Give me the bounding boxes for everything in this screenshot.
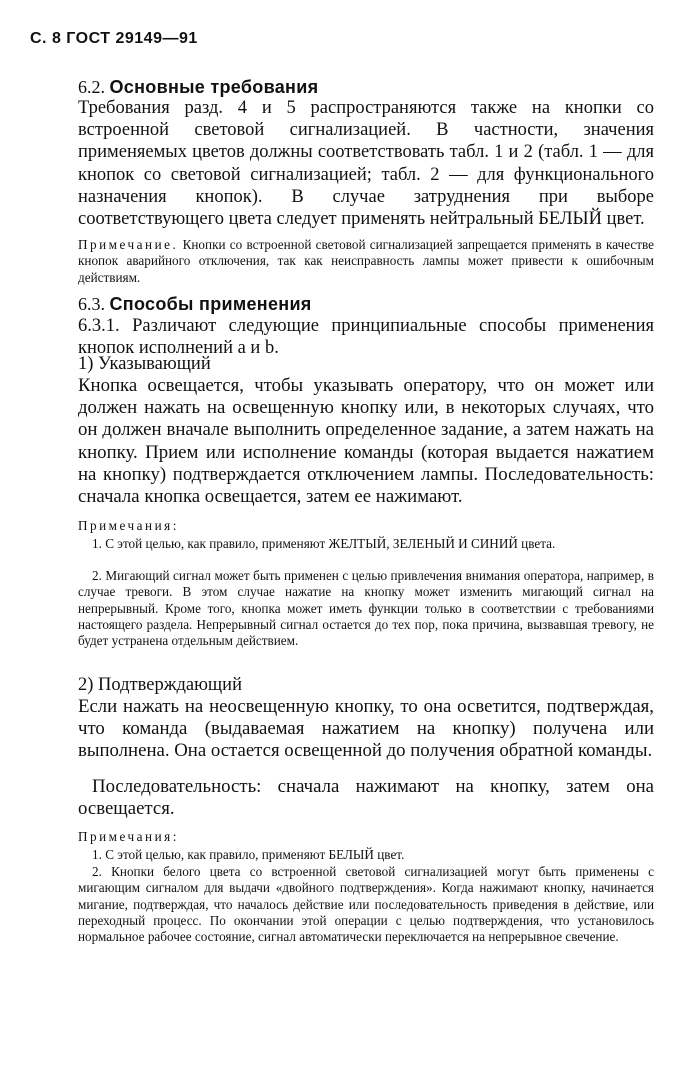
note-label: Примечание.	[78, 237, 179, 252]
item-2-text: Если нажать на неосвещенную кнопку, то она осветится, подтверждая, что команда (выдаваемая нажатием на кнопку) получена или выполнена. Она остается освещенной до получения обратной команды.	[78, 696, 654, 762]
item-2-title: 2) Подтверждающий	[78, 675, 242, 695]
section-6-2-note	[78, 237, 654, 286]
section-6-3-intro: 6.3.1. Различают следующие принципиальные способы применения кнопок исполнений a и b.	[78, 316, 654, 359]
section-6-2-heading	[78, 76, 654, 98]
section-title: Способы применения	[109, 294, 312, 314]
item-2-note-1: 1. С этой целью, как правило, применяют БЕЛЫЙ цвет.	[92, 847, 405, 862]
item-2-notes-label: Примечания:	[78, 829, 179, 844]
section-6-2-text: Требования разд. 4 и 5 распространяются также на кнопки со встроенной световой сигнализацией. В частности, значения применяемых цветов должны соответствовать табл. 1 и 2 (табл. 1 — для кнопок со световой сигнализацией; табл. 2 — для функционального назначения кнопок). В случае затруднения при выборе соответствующего цвета следует применять нейтральный БЕЛЫЙ цвет.	[78, 98, 654, 230]
item-1-note-1: 1. С этой целью, как правило, применяют ЖЕЛТЫЙ, ЗЕЛЕНЫЙ И СИНИЙ цвета.	[92, 536, 556, 551]
item-2-note-2: 2. Кнопки белого цвета со встроенной световой сигнализацией могут быть применены с мигающим сигналом для выдачи «двойного подтверждения». Когда нажимают кнопку, начинается мигание, подтверждая, что началось действие или последовательность приведения в действие, или переходный процесс. По окончании этой операции с целью подтверждения, что установилось нормальное рабочее состояние, сигнал автоматически переключается на непрерывное свечение.	[78, 864, 654, 945]
item-1-title: 1) Указывающий	[78, 354, 211, 374]
section-number: 6.2.	[78, 77, 105, 97]
item-1-text: Кнопка освещается, чтобы указывать оператору, что он может или должен нажать на освещенную кнопку или, в некоторых случаях, что он должен вначале выполнить определенное задание, а затем нажать на кнопку. Прием или исполнение команды (которая выдается нажатием на кнопку) подтверждается отключением лампы. Последовательность: сначала кнопка освещается, затем ее нажимают.	[78, 375, 654, 508]
item-1-notes-label: Примечания:	[78, 518, 179, 533]
item-2-sequence: Последовательность: сначала нажимают на кнопку, затем она освещается.	[78, 776, 654, 820]
page-header: С. 8 ГОСТ 29149—91	[30, 30, 198, 47]
section-6-3-heading	[78, 293, 654, 315]
item-1-note-2: 2. Мигающий сигнал может быть применен с целью привлечения внимания оператора, например, в случае тревоги. В этом случае нажатие на кнопку может изменить мигающий сигнал на непрерывный. Кроме того, кнопка может иметь функции только в соответствии с требованиями настоящего раздела. Непрерывный сигнал остается до тех пор, пока причина, вызвавшая тревогу, не будет устранена отдельным действием.	[78, 568, 654, 649]
note-text: Кнопки со встроенной световой сигнализацией запрещается применять в качестве кнопок аварийного отключения, так как неисправность лампы может привести к ошибочным действиям.	[78, 237, 654, 285]
section-title: Основные требования	[109, 77, 319, 97]
section-number: 6.3.	[78, 294, 105, 314]
